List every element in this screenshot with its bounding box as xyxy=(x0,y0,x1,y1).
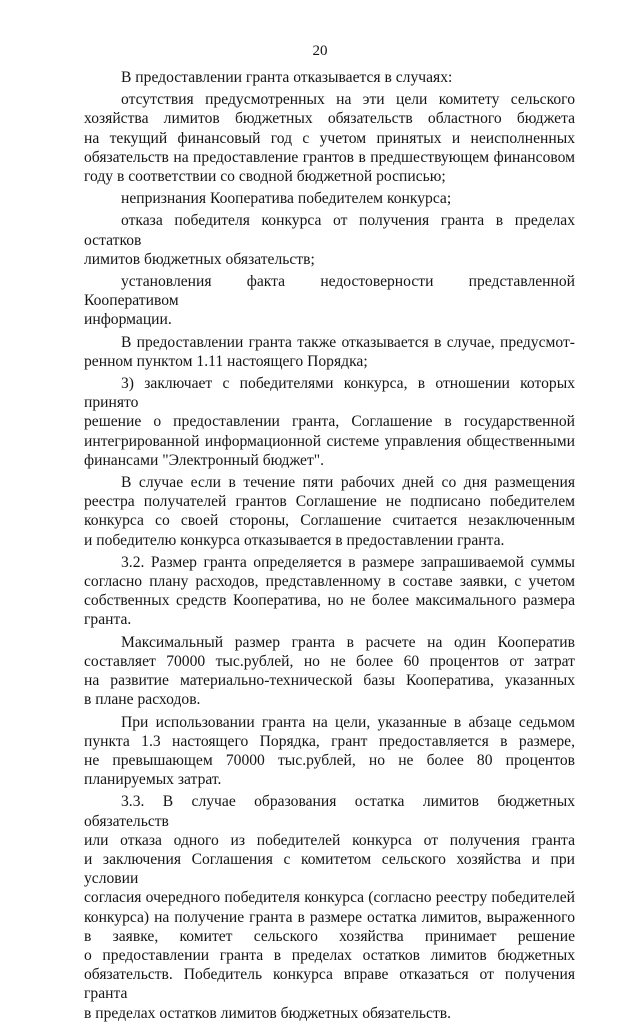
text-line: обязательств. Победитель конкурса вправе отказаться от получения гранта xyxy=(84,966,575,1003)
text-line: и заключения Соглашения с комитетом сельского хозяйства и при условии xyxy=(84,850,575,888)
text-line: ренном пунктом 1.11 настоящего Порядка; xyxy=(84,352,368,370)
text-line: интегрированной информационной системе управления общественными xyxy=(84,432,575,450)
paragraph xyxy=(84,473,575,550)
text-line: В предоставлении гранта отказывается в случаях: xyxy=(121,69,453,86)
text-line: гранта. xyxy=(84,611,132,629)
text-line: согласия очередного победителя конкурса (согласно реестру победителей xyxy=(84,889,575,907)
text-line: собственных средств Кооператива, но не более максимального размера xyxy=(84,592,575,610)
paragraph xyxy=(84,189,575,208)
text-line: лимитов бюджетных обязательств; xyxy=(84,250,315,268)
text-line: конкурса со своей стороны, Соглашение считается незаключенным xyxy=(84,512,575,530)
paragraph xyxy=(84,68,575,87)
paragraph xyxy=(84,374,575,470)
text-line: конкурса) на получение гранта в размере остатка лимитов, выраженного xyxy=(84,908,575,926)
paragraph xyxy=(84,553,575,630)
document-body xyxy=(84,68,575,1026)
paragraph xyxy=(84,333,575,371)
paragraph xyxy=(84,211,575,269)
text-line: на развитие материально-технической базы Кооператива, указанных xyxy=(84,672,575,690)
text-line: хозяйства лимитов бюджетных обязательств областного бюджета xyxy=(84,110,575,128)
text-line: финансами "Электронный бюджет". xyxy=(84,451,325,469)
page-number: 20 xyxy=(312,43,328,59)
text-line: решение о предоставлении гранта, Соглашение в государственной xyxy=(84,413,575,431)
text-line: планируемых затрат. xyxy=(84,771,222,789)
text-line: в заявке, комитет сельского хозяйства принимает решение xyxy=(84,927,575,945)
text-line: составляет 70000 тыс.рублей, но не более 60 процентов от затрат xyxy=(84,652,575,670)
text-line: согласно плану расходов, представленному в составе заявки, с учетом xyxy=(84,573,575,591)
text-line: информации. xyxy=(84,311,172,329)
text-line: 3) заключает с победителями конкурса, в отношении которых принято xyxy=(84,375,575,412)
text-line: 3.3. В случае образования остатка лимитов бюджетных обязательств xyxy=(84,793,575,830)
paragraph xyxy=(84,633,575,710)
text-line: обязательств на предоставление грантов в предшествующем финансовом xyxy=(84,148,575,166)
text-line: В предоставлении гранта также отказывается в случае, предусмот- xyxy=(121,333,575,351)
text-line: 3.2. Размер гранта определяется в размере запрашиваемой суммы xyxy=(121,553,575,571)
text-line: пункта 1.3 настоящего Порядка, грант предоставляется в размере, xyxy=(84,732,575,750)
text-line: и победителю конкурса отказывается в предоставлении гранта. xyxy=(84,531,505,549)
text-line: не превышающем 70000 тыс.рублей, но не более 80 процентов xyxy=(84,751,575,769)
text-line: или отказа одного из победителей конкурса от получения гранта xyxy=(84,831,575,849)
paragraph xyxy=(84,792,575,1022)
text-line: Максимальный размер гранта в расчете на один Кооператив xyxy=(121,633,575,651)
text-line: непризнания Кооператива победителем конкурса; xyxy=(121,190,452,208)
text-line: о предоставлении гранта в пределах остатков лимитов бюджетных xyxy=(84,946,575,964)
text-line: отсутствия предусмотренных на эти цели комитету сельского xyxy=(121,91,575,109)
paragraph xyxy=(84,272,575,330)
paragraph xyxy=(84,713,575,790)
paragraph xyxy=(84,90,575,186)
text-line: в пределах остатков лимитов бюджетных обязательств. xyxy=(84,1004,452,1022)
text-line: на текущий финансовый год с учетом принятых и неисполненных xyxy=(84,129,575,147)
text-line: реестра получателей грантов Соглашение не подписано победителем xyxy=(84,493,575,511)
text-line: установления факта недостоверности представленной Кооперативом xyxy=(84,273,575,310)
text-line: в плане расходов. xyxy=(84,691,201,709)
text-line: отказа победителя конкурса от получения гранта в пределах остатков xyxy=(84,212,575,249)
text-line: При использовании гранта на цели, указанные в абзаце седьмом xyxy=(121,713,575,731)
text-line: В случае если в течение пяти рабочих дней со дня размещения xyxy=(121,474,575,492)
text-line: году в соответствии со сводной бюджетной росписью; xyxy=(84,168,446,186)
